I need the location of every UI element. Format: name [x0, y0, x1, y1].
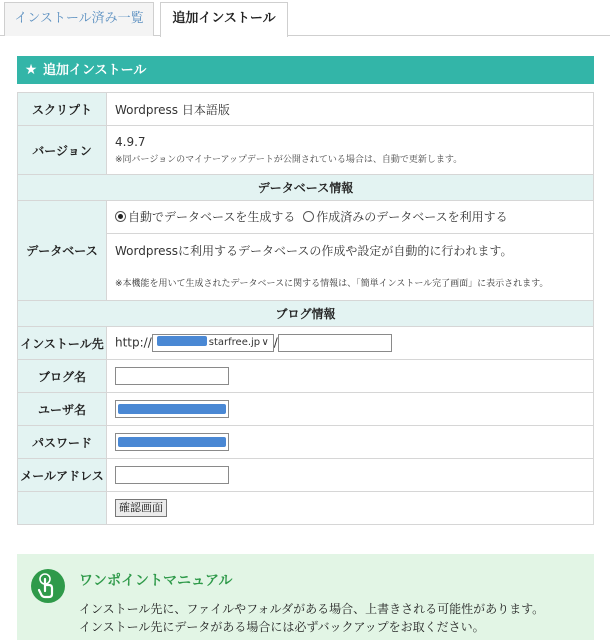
confirm-button[interactable]: 確認画面	[115, 499, 167, 517]
install-form	[17, 92, 594, 525]
one-point-manual	[17, 554, 594, 640]
panel-title: 追加インストール	[43, 63, 147, 78]
radio-existing-label[interactable]: 作成済みのデータベースを利用する	[316, 210, 508, 224]
script-value: Wordpress 日本語版	[107, 93, 594, 126]
db-description: Wordpressに利用するデータベースの作成や設定が自動的に行われます。	[115, 244, 513, 258]
username-input[interactable]	[115, 400, 229, 418]
panel-header	[17, 56, 594, 84]
radio-auto-label[interactable]: 自動でデータベースを生成する	[128, 210, 296, 224]
db-label: データベース	[18, 201, 107, 301]
email-input[interactable]	[115, 466, 229, 484]
star-icon: ★	[24, 62, 38, 78]
manual-line-2: インストール先にデータがある場合には必ずバックアップをお取ください。	[79, 620, 485, 634]
version-value: 4.9.7	[115, 135, 146, 149]
path-separator: /	[273, 335, 278, 350]
tab-bar	[0, 0, 610, 36]
blog-section-title: ブログ情報	[18, 301, 594, 327]
email-label: メールアドレス	[18, 459, 107, 492]
username-label: ユーザ名	[18, 393, 107, 426]
db-radio-group	[115, 201, 585, 233]
tab-add-install[interactable]: 追加インストール	[160, 2, 288, 37]
blog-name-label: ブログ名	[18, 360, 107, 393]
domain-value: starfree.jp	[208, 337, 261, 348]
manual-line-1: インストール先に、ファイルやフォルダがある場合、上書きされる可能性があります。	[79, 602, 545, 616]
manual-title: ワンポイントマニュアル	[79, 573, 233, 589]
add-install-panel	[17, 56, 594, 84]
install-prefix: http://	[115, 335, 152, 350]
db-note: ※本機能を用いて生成されたデータベースに関する情報は、「簡単インストール完了画面」に表示されます。	[115, 279, 549, 289]
radio-auto-db[interactable]	[115, 211, 126, 222]
password-label: パスワード	[18, 426, 107, 459]
script-label: スクリプト	[18, 93, 107, 126]
version-note: ※同バージョンのマイナーアップデートが公開されている場合は、自動で更新します。	[115, 155, 463, 165]
version-label: バージョン	[18, 126, 107, 175]
install-path-input[interactable]	[278, 334, 392, 352]
radio-existing-db[interactable]	[303, 211, 314, 222]
install-path-label: インストール先	[18, 327, 107, 360]
chevron-down-icon: ∨	[261, 337, 269, 348]
password-input[interactable]	[115, 433, 229, 451]
domain-select[interactable]	[152, 334, 274, 352]
tab-installed-list[interactable]: インストール済み一覧	[4, 2, 154, 36]
empty-label	[18, 492, 107, 525]
blog-name-input[interactable]	[115, 367, 229, 385]
hand-pointer-icon	[31, 569, 65, 603]
db-section-title: データベース情報	[18, 175, 594, 201]
